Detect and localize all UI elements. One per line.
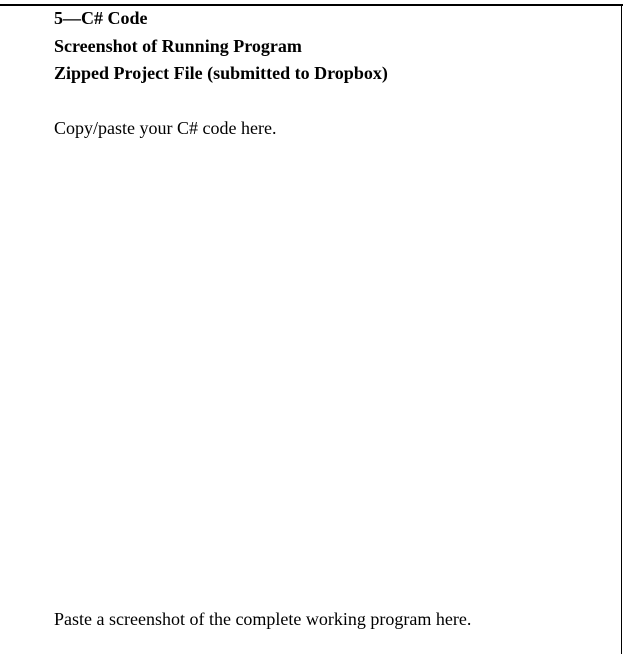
section-heading-code: 5—C# Code xyxy=(54,8,148,28)
screenshot-paste-area[interactable] xyxy=(54,300,594,590)
section-heading-zipped-project: Zipped Project File (submitted to Dropbox) xyxy=(54,63,388,83)
section-heading-screenshot: Screenshot of Running Program xyxy=(54,36,302,56)
right-border-rule xyxy=(621,4,622,654)
top-border-rule xyxy=(0,4,623,6)
screenshot-paste-instruction[interactable]: Paste a screenshot of the complete working program here. xyxy=(54,609,472,629)
code-paste-instruction[interactable]: Copy/paste your C# code here. xyxy=(54,118,277,138)
code-paste-area[interactable] xyxy=(54,145,594,295)
